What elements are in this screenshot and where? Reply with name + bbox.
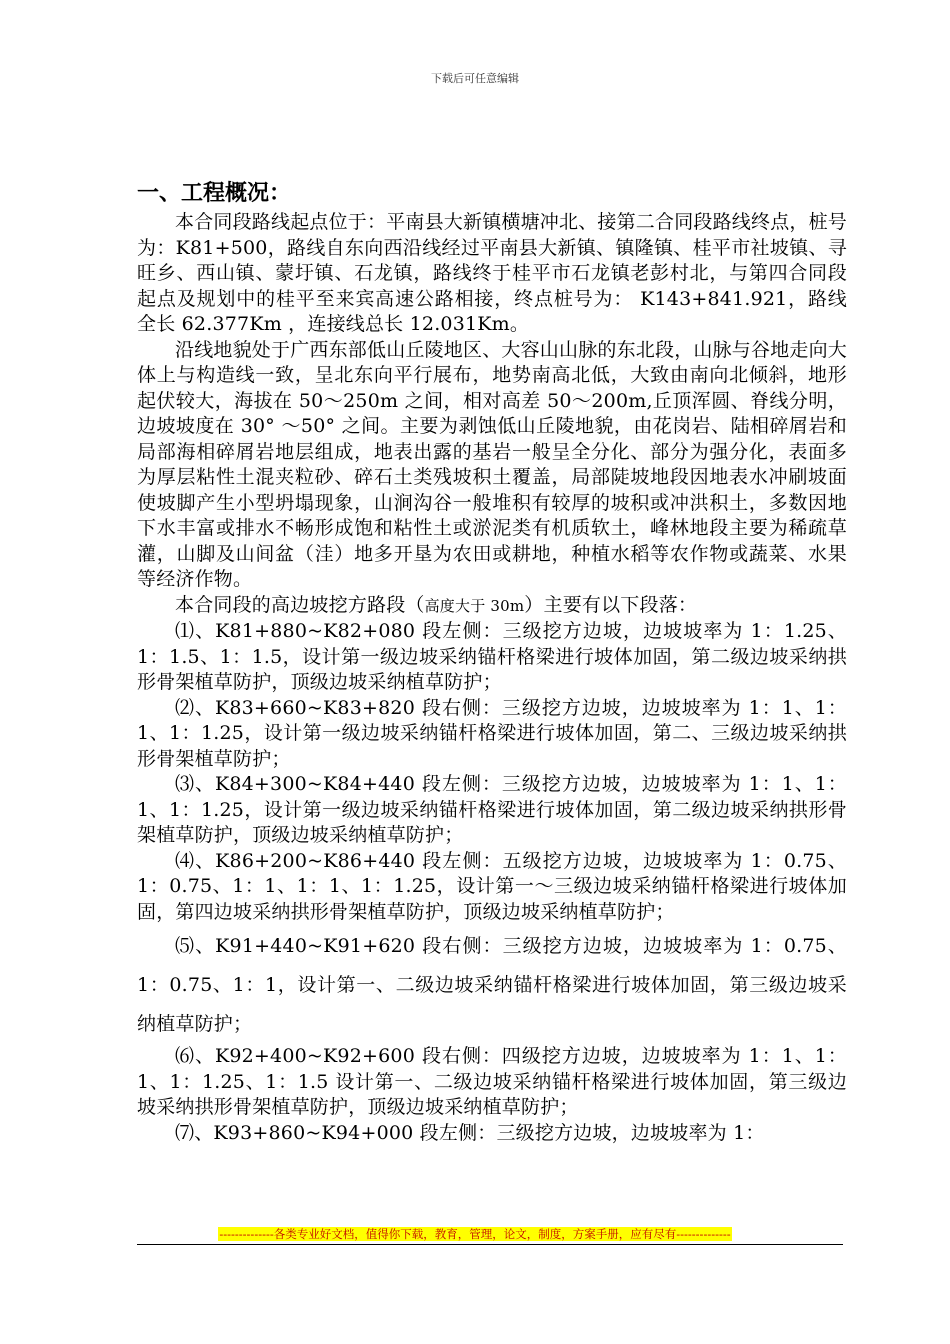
list-item-7: ⑺、K93+860~K94+000 段左侧：三级挖方边坡，边坡坡率为 1： bbox=[175, 1121, 765, 1144]
list-item-4: ⑷、K86+200~K86+440 段左侧：五级挖方边坡，边坡坡率为 1：0.75、1：0.75、1：1、1：1、1：1.25，设计第一～三级边坡采纳锚杆格梁进行坡体加固，第四边坡采纳拱形骨架植草防护，顶级边坡采纳植草防护； bbox=[137, 849, 847, 923]
list-item-6: ⑹、K92+400~K92+600 段右侧：四级挖方边坡，边坡坡率为 1：1、1：1、1：1.25、1：1.5 设计第一、二级边坡采纳锚杆格梁进行坡体加固，第三级边坡采纳拱形骨架植草防护，顶级边坡采纳植草防护； bbox=[137, 1045, 847, 1118]
intro-text-before: 本合同段的高边坡挖方路段（ bbox=[175, 593, 425, 616]
list-item-5: ⑸、K91+440~K91+620 段右侧：三级挖方边坡，边坡坡率为 1：0.75、1：0.75、1：1，设计第一、二级边坡采纳锚杆格梁进行坡体加固，第三级边坡采纳植草防护； bbox=[137, 935, 847, 1035]
intro-text-small: 高度大于 30m bbox=[424, 596, 525, 615]
header-note: 下载后可任意编辑 bbox=[431, 72, 519, 85]
footer-banner-text: --------------各类专业好文档，值得你下载，教育，管理，论文，制度，方案手册，应有尽有-------------- bbox=[219, 1227, 731, 1241]
list-item-3: ⑶、K84+300~K84+440 段左侧：三级挖方边坡，边坡坡率为 1：1、1：1、1：1.25，设计第一级边坡采纳锚杆格梁进行坡体加固，第二级边坡采纳拱形骨架植草防护，顶级边坡采纳植草防护； bbox=[137, 773, 847, 846]
paragraph-high-slope-intro bbox=[137, 593, 847, 620]
footer-banner bbox=[0, 1227, 950, 1241]
paragraph-terrain: 沿线地貌处于广西东部低山丘陵地区、大容山山脉的东北段，山脉与谷地走向大体上与构造线一致，呈北东向平行展布，地势南高北低，大致由南向北倾斜，地形起伏较大，海拔在 50～250m 之间，相对高差 50～200m,丘顶浑圆、脊线分明，边坡坡度在 30° ～50° 之间。主要为剥蚀低山丘陵地貌，由花岗岩、陆相碎屑岩和局部海相碎屑岩地层组成，地表出露的基岩一般呈全分化、部分为强分化，表面多为厚层粘性土混夹粒砂、碎石土类残坡积土覆盖，局部陡坡地段因地表水冲刷坡面使坡脚产生小型坍塌现象，山涧沟谷一般堆积有较厚的坡积或冲洪积土，多数因地下水丰富或排水不畅形成饱和粘性土或淤泥类有机质软土，峰林地段主要为稀疏草灌，山脚及山间盆（洼）地多开垦为农田或耕地，种植水稻等农作物或蔬菜、水果等经济作物。 bbox=[137, 338, 848, 590]
list-item-2: ⑵、K83+660~K83+820 段右侧：三级挖方边坡，边坡坡率为 1：1、1：1、1：1.25，设计第一级边坡采纳锚杆格梁进行坡体加固，第二、三级边坡采纳拱形骨架植草防护； bbox=[137, 696, 847, 770]
list-item-1: ⑴、K81+880~K82+080 段左侧：三级挖方边坡，边坡坡率为 1：1.25、1：1.5、1：1.5，设计第一级边坡采纳锚杆格梁进行坡体加固，第二级边坡采纳拱形骨架植草防护，顶级边坡采纳植草防护； bbox=[137, 620, 847, 693]
intro-text-after: ）主要有以下段落： bbox=[524, 593, 698, 616]
document-body bbox=[137, 180, 847, 1146]
footer-divider bbox=[137, 1244, 843, 1245]
section-title: 一、工程概况： bbox=[137, 181, 292, 206]
paragraph-route-overview: 本合同段路线起点位于：平南县大新镇横塘冲北、接第二合同段路线终点，桩号为：K81+500，路线自东向西沿线经过平南县大新镇、镇隆镇、桂平市社坡镇、寻旺乡、西山镇、蒙圩镇、石龙镇，路线终于桂平市石龙镇老彭村北，与第四合同段起点及规划中的桂平至来宾高速公路相接，终点桩号为： K143+841.921，路线全长 62.377Km ，连接线总长 12.031Km。 bbox=[137, 211, 848, 335]
